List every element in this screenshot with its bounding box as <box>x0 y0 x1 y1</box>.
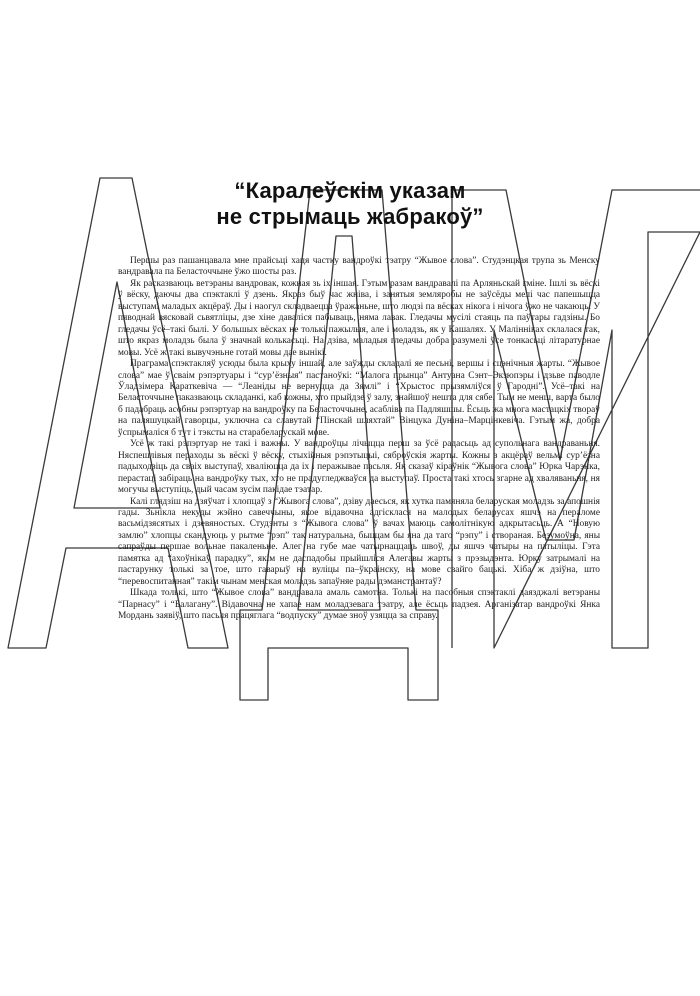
paragraph: Праграма спэктакляў усюды была крыху іншай, але заўжды складалі яе песьні, вершы і сцэнічныя жарты. “Жывое слова” мае ў сваім рэпэртуары і “сур’ёзныя” пастаноўкі: “Малога прынца” Антуана Сэнт–Экзюпэры і дзьве паводле Ўладзімера Караткевіча — “Леаніды не вернуцца да Зямлі” і “Хрыстос прызямліўся ў Гародні”. Усё–такі на Беласточчыне паказваюць складанкі, каб кожны, хто прыйдзе ў залу, знайшоў нешта для сябе. Тым не менш, варта было б падабраць асобны рэпэртуар на вандроўку па Беласточчыне, асабліва па Падляшшы. Ёсьць жа многа мастацкіх твораў на паляшуцкай гаворцы, уключна са славутай “Пінскай шляхтай” Вінцука Дуніна–Марцінкевіча. Гэтым жа, добра ўспрымаліся б тут і тэксты на старабеларускай мове. <box>118 359 600 438</box>
article-title-line-1: “Каралеўскім указам <box>234 178 466 203</box>
article-body <box>118 256 600 623</box>
paragraph: Усё ж такі рэпэртуар не такі і важны. У вандроўцы лічыцца перш за ўсё радасьць ад супольнага вандраваньня. Няспешлівыя пераходы зь вёскі ў вёску, стыхійныя рэпэтыцыі, сяброўскія жарты. Кожны з акцёраў вельмі сур’ёзна падыходзіць да сваіх выступаў, хваліюцца да іх і перажывае пасьля. Як сказаў кіраўнік “Жывога слова” Юрка Чарэнка, перастаці забіраць на вандроўку тых, хто не прадугледжваўся да выступаў. Проста такі хтось згарне ад хваляваньня, ня могучы выступіць, дый часам зусім пакідае тэатар. <box>118 439 600 496</box>
paragraph: Першы раз пашанцавала мне прайсьці хаця частку вандроўкі тэатру “Жывое слова”. Студэнцкая трупа зь Менску вандравала па Беласточчыне ўжо шосты раз. <box>118 256 600 278</box>
paragraph: Як расказваюць ветэраны вандровак, кожная зь іх іншая. Гэтым разам вандравалі па Арляньскай гміне. Ішлі зь вёскі ў вёску, даючы два спэктаклі ў дзень. Якраз быў час жніва, і занятыя земляробы не заўсёды мелі час папешыцца выступамі маладых акцёраў. Ды і наогул складваецца ўражаньне, што людзі па вёсках нікога і нічога ўжо не чакаюць. У пяводнай вясковай сьвятліцы, дзе хіне даваліся пабываць, няма лавак. Гледачы мусілі стаяць па паўтары гадзіны. Бо гледачы ўсё–такі былі. У большых вёсках не толькі пажылыя, але і моладзь, як у Кашалях. У Малінніках склалася так, што якраз моладзь была ў значнай колькасьці. На дзіва, маладыя гледачы добра разумелі ўсе тонкасьці літаратурнае мовы. Усё ж такі вывучэньне готай мовы дае вынікі. <box>118 278 600 358</box>
article-title <box>0 178 700 230</box>
paragraph: Калі глядзіш на дзяўчат і хлопцаў з “Жывога слова”, дзіву даесься, як хутка памяняла беларуская моладзь за апошнія гады. Зьнікла некуды жэйно савеччыны, якое відавочна адгісклася на малодых беларусах яшчэ на пераломе васьмідзясятых і дзевяностых. Студэнты з “Жывога слова” ў вачах маюць самолітнікую адкрытасьць. А “Новую замлю” хлопцы скандуюць у рытме “рэп” так натуральна, быццам бы яна да таго “рэпу” і створаная. Безумоўна, яны сапраўды першае вольнае пакаленьне. Алег на губе мае чатырнаццаць швоў, ды яшчэ чатыры на патыліцы. Гэта памятка ад “ахоўнікаў парадку”, якім не даспадобы прыйшліся Алегавы жарты з прэзыдэнта. Юрку затрымалі на пастарунку толькі за тое, што гаварыў на вуліцы па–ўкраінску, на мове свайго бацькі. Хіба ж дзіўна, што “перевоспитанная” такім чынам менская моладзь запаўняе рады дэманстрантаў? <box>118 496 600 587</box>
paragraph: Шкада толькі, што “Жывое слова” вандравала амаль самотна. Толькі на пасобныя спэктаклі даязджалі ветэраны “Парнасу” і “Балагану”. Відавочна не хапае нам моладзевага тэатру, але ёсьць падзея. Арганізатар вандроўкі Янка Мордань заявіў, што пасьля працяглага “водпуску” думае зноў узяцца за справу. <box>118 588 600 622</box>
article-title-line-2: не стрымаць жабракоў” <box>216 204 484 229</box>
